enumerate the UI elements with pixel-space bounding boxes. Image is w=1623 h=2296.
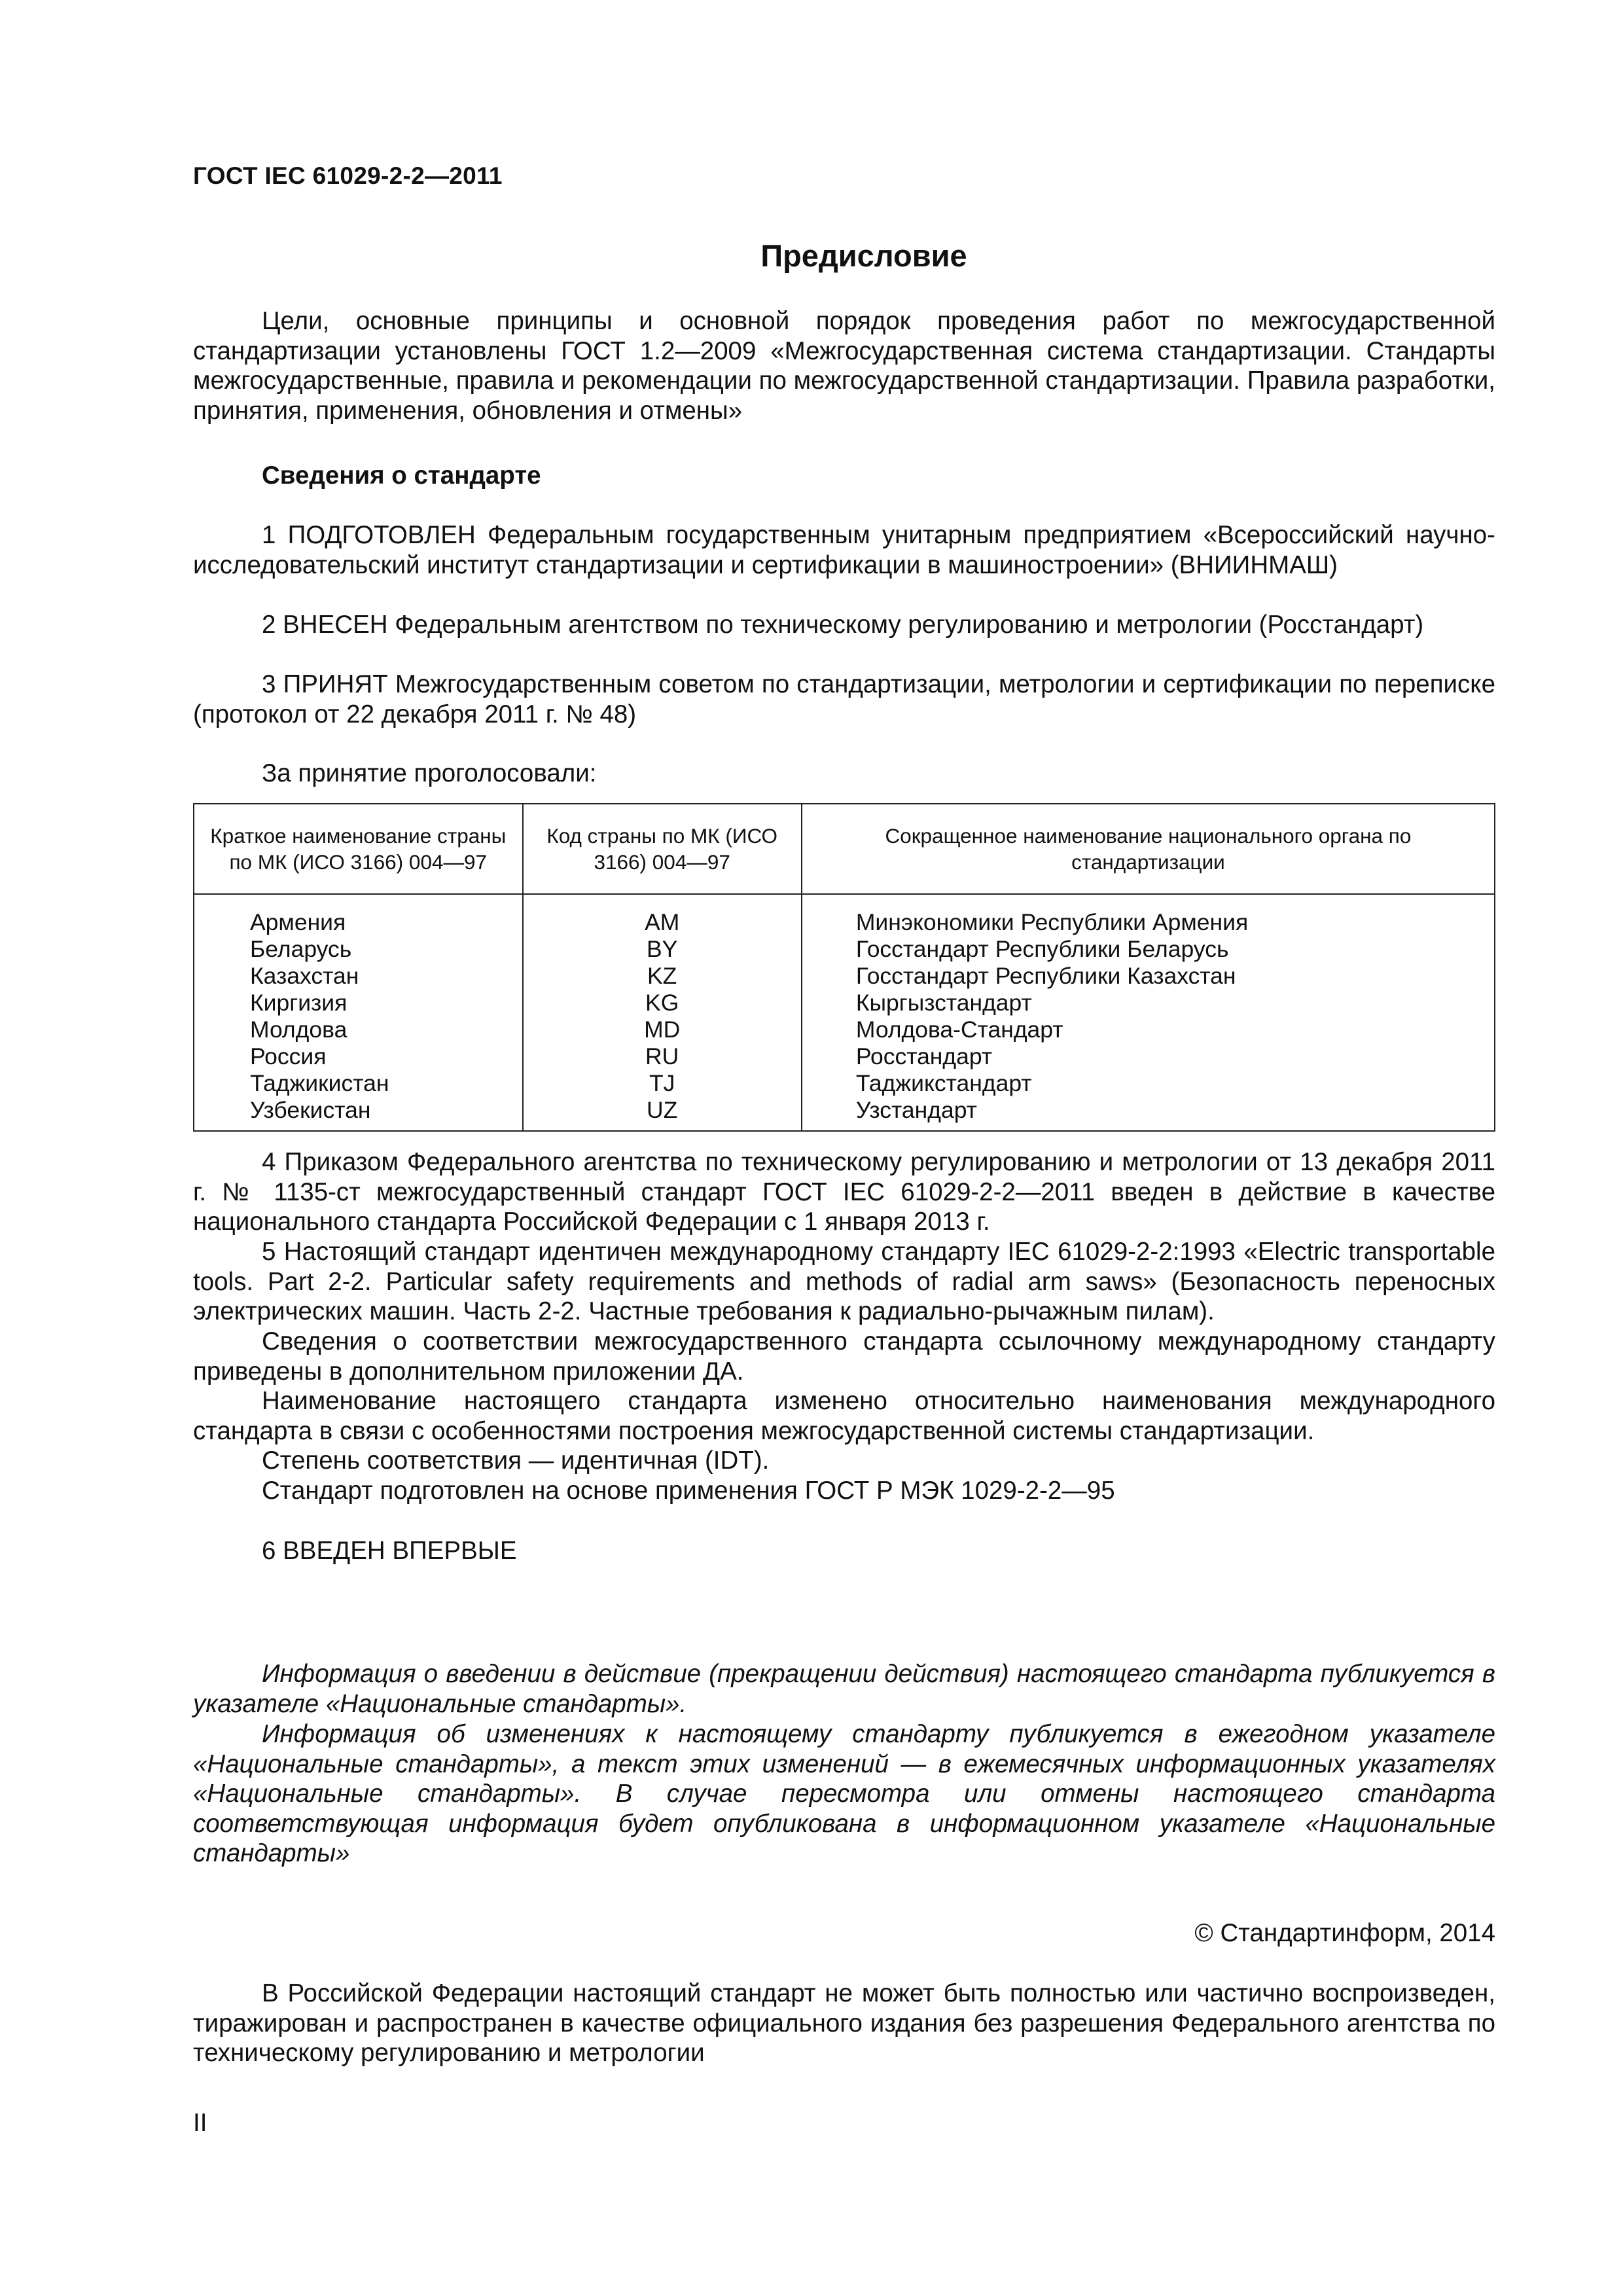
body-cell: Кыргызстандарт (855, 990, 1032, 1016)
code-cell: AM (523, 894, 802, 936)
country-cell: Молдова (194, 1016, 523, 1043)
intro-paragraph: Цели, основные принципы и основной порядок проведения работ по межгосударственной стандартизации установлены ГОСТ 1.2—2009 «Межгосударственная система стандартизации. Стандарты межгосударственные, правила и рекомендации по межгосударственной стандартизации. Правила разработки, принятия, применения, обновления и отмены» (193, 307, 1495, 425)
copyright: © Стандартинформ, 2014 (1194, 1919, 1495, 1947)
table-row (194, 1016, 1495, 1043)
country-cell: Россия (194, 1043, 523, 1070)
code-cell: KG (523, 990, 802, 1016)
header-body: Сокращенное наименование национального органа по стандартизации (802, 804, 1495, 894)
item-6: 6 ВВЕДЕН ВПЕРВЫЕ (262, 1537, 517, 1565)
item-5-note-b: Наименование настоящего стандарта изменено относительно наименования международного стандарта в связи с особенностями построения межгосударственной системы стандартизации. (193, 1387, 1495, 1445)
rights-notice: В Российской Федерации настоящий стандарт не может быть полностью или частично воспроизведен, тиражирован и распространен в качестве официального издания без разрешения Федерального агентства по техническому регулированию и метрологии (193, 1979, 1495, 2067)
item-4: 4 Приказом Федерального агентства по техническому регулированию и метрологии от 13 декабря 2011 г. № 1135-ст межгосударственный стандарт ГОСТ IEC 61029-2-2—2011 введен в действие в качестве национального стандарта Российской Федерации с 1 января 2013 г. (193, 1148, 1495, 1236)
item-5-note-c: Степень соответствия — идентичная (IDT). (262, 1446, 770, 1475)
header-code: Код страны по МК (ИСО 3166) 004—97 (523, 804, 802, 894)
country-cell: Таджикистан (194, 1070, 523, 1097)
body-cell: Узстандарт (855, 1097, 977, 1123)
code-cell: MD (523, 1016, 802, 1043)
code-cell: TJ (523, 1070, 802, 1097)
code-cell: BY (523, 936, 802, 963)
info-note-2: Информация об изменениях к настоящему стандарту публикуется в ежегодном указателе «Национальные стандарты», а текст этих изменений — в ежемесячных информационных указателях «Национальные стандарты». В случае пересмотра или отмены настоящего стандарта соответствующая информация будет опубликована в информационном указателе «Национальные стандарты» (193, 1720, 1495, 1867)
body-cell: Госстандарт Республики Беларусь (855, 936, 1229, 962)
info-note-1: Информация о введении в действие (прекращении действия) настоящего стандарта публикуется в указателе «Национальные стандарты». (193, 1660, 1495, 1718)
country-cell: Казахстан (194, 963, 523, 990)
item-5-note-d: Стандарт подготовлен на основе применения ГОСТ Р МЭК 1029-2-2—95 (262, 1477, 1115, 1505)
body-cell: Молдова-Стандарт (855, 1016, 1063, 1043)
document-code: ГОСТ IEC 61029-2-2—2011 (193, 162, 503, 189)
table-row (194, 936, 1495, 963)
item-2: 2 ВНЕСЕН Федеральным агентством по техническому регулированию и метрологии (Росстандарт) (262, 611, 1424, 639)
country-cell: Узбекистан (194, 1097, 523, 1131)
item-1: 1 ПОДГОТОВЛЕН Федеральным государственным унитарным предприятием «Всероссийский научно-исследовательский институт стандартизации и сертификации в машиностроении» (ВНИИНМАШ) (193, 521, 1495, 579)
table-row (194, 1043, 1495, 1070)
body-cell: Росстандарт (855, 1043, 993, 1069)
body-cell: Минэкономики Республики Армения (855, 909, 1249, 935)
code-cell: UZ (523, 1097, 802, 1131)
page-title: Предисловие (760, 238, 967, 273)
country-cell: Армения (194, 894, 523, 936)
item-3: 3 ПРИНЯТ Межгосударственным советом по стандартизации, метрологии и сертификации по переписке (протокол от 22 декабря 2011 г. № 48) (193, 670, 1495, 728)
country-cell: Беларусь (194, 936, 523, 963)
page-number: II (193, 2109, 207, 2137)
code-cell: RU (523, 1043, 802, 1070)
body-cell: Таджикстандарт (855, 1070, 1032, 1096)
table-row (194, 1070, 1495, 1097)
table-header-row (194, 804, 1495, 894)
table-row (194, 990, 1495, 1016)
item-5: 5 Настоящий стандарт идентичен международному стандарту IEC 61029-2-2:1993 «Electric transportable tools. Part 2-2. Particular safety requirements and methods of radial arm saws» (Безопасность переносных электрических машин. Часть 2-2. Частные требования к радиально-рычажным пилам). (193, 1238, 1495, 1325)
voting-table (193, 803, 1495, 1132)
table-row (194, 1097, 1495, 1131)
item-5-note-a: Сведения о соответствии межгосударственного стандарта ссылочному международному стандарту приведены в дополнительном приложении ДА. (193, 1327, 1495, 1386)
country-cell: Киргизия (194, 990, 523, 1016)
vote-intro: За принятие проголосовали: (262, 759, 597, 787)
header-country: Краткое наименование страны по МК (ИСО 3166) 004—97 (194, 804, 523, 894)
body-cell: Госстандарт Республики Казахстан (855, 963, 1236, 989)
code-cell: KZ (523, 963, 802, 990)
section-heading: Сведения о стандарте (262, 461, 541, 490)
table-row (194, 963, 1495, 990)
table-row (194, 894, 1495, 936)
